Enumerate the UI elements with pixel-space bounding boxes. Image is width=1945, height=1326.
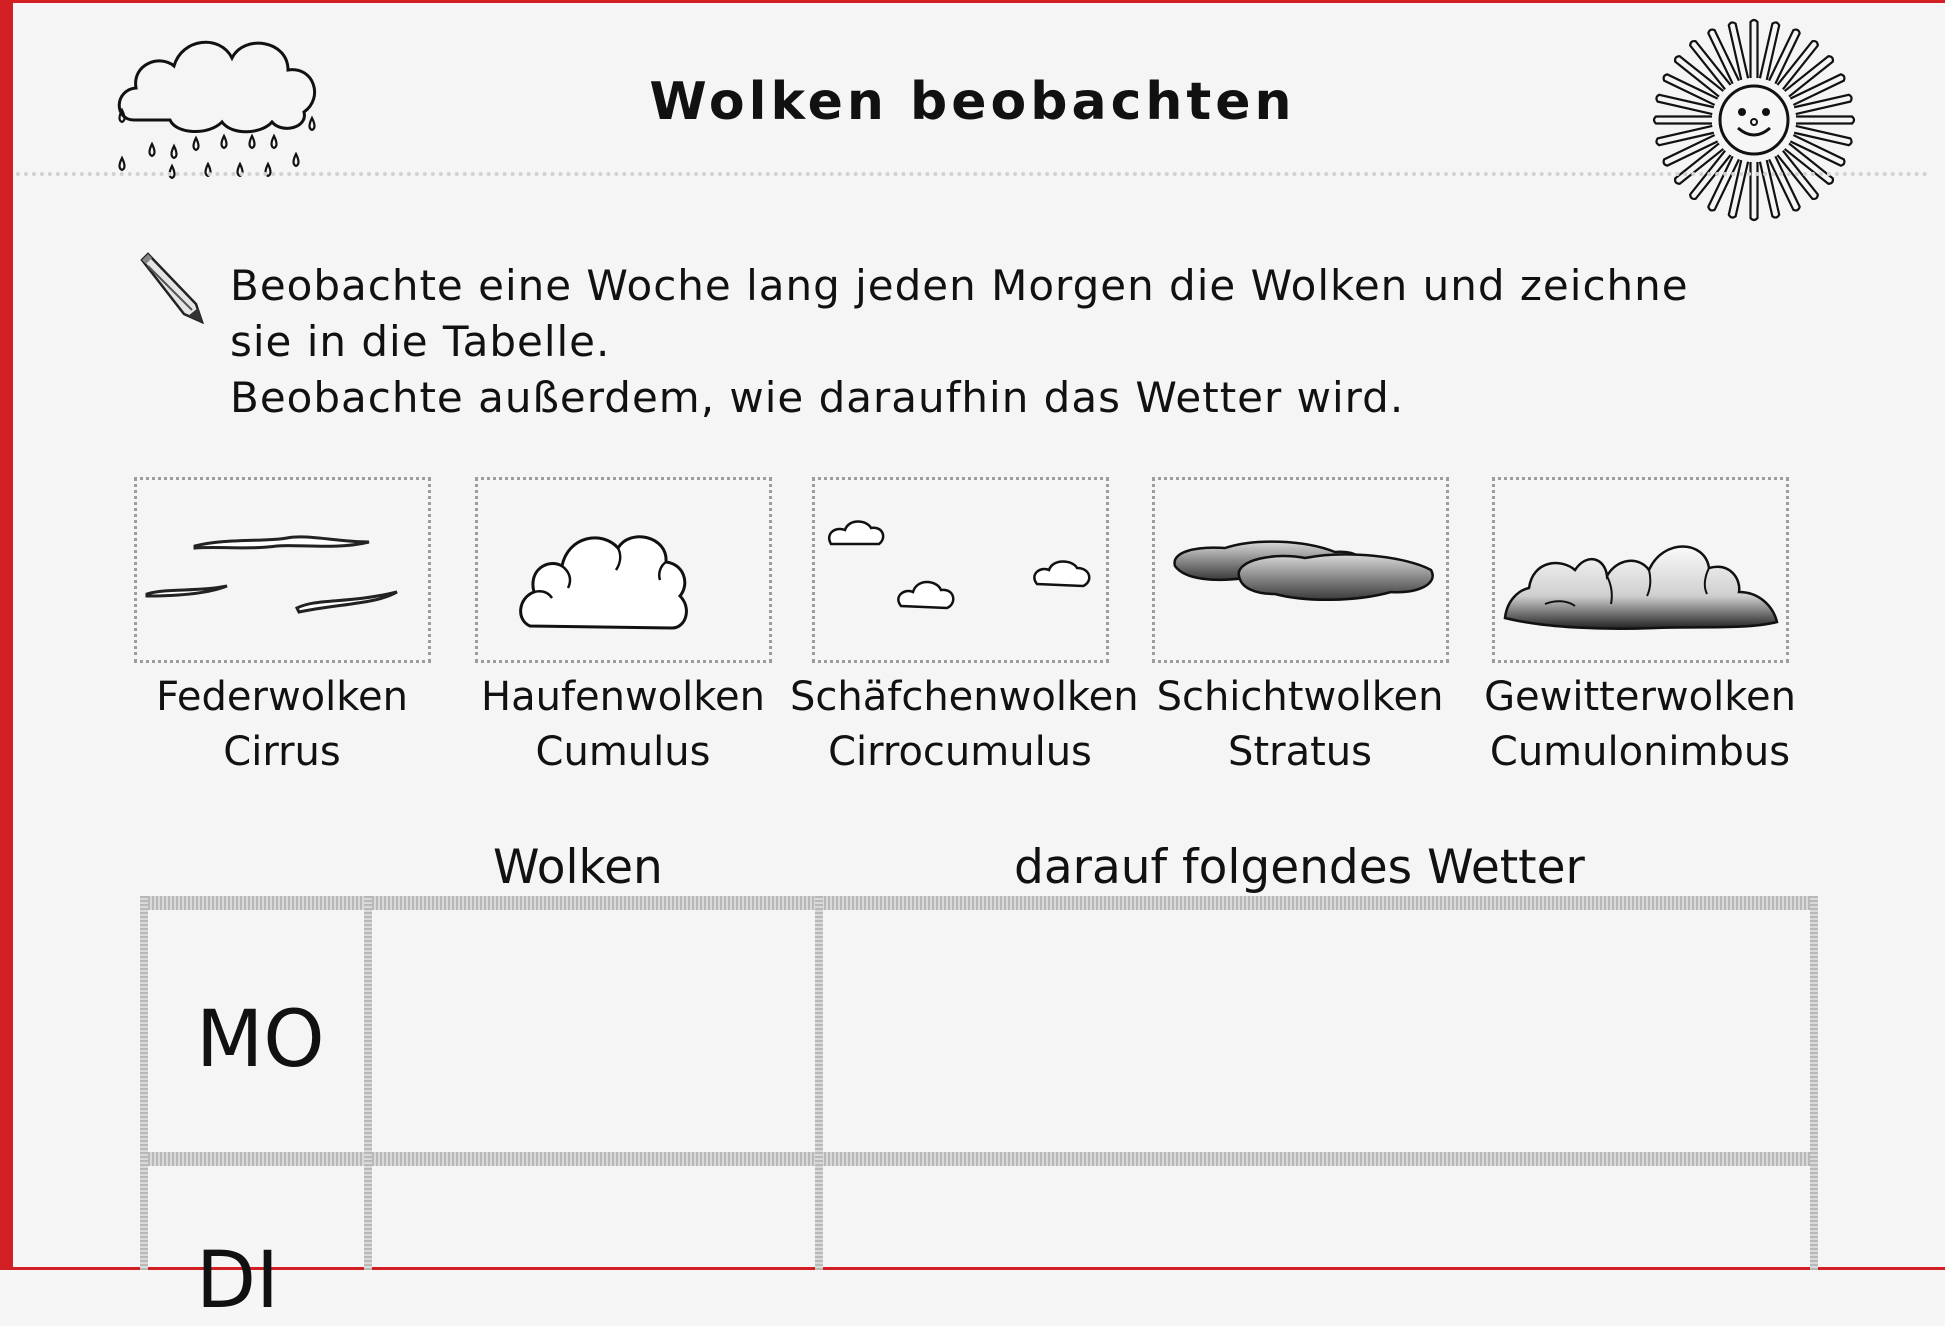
sun-ray — [1751, 162, 1758, 220]
instruction-line-1: Beobachte eine Woche lang jeden Morgen die Wolken und zeichne — [230, 261, 1689, 310]
cloud-latin-name: Cirrocumulus — [828, 729, 1092, 775]
sun-ray — [1794, 126, 1851, 145]
cloud-german-name: Schäfchenwolken — [790, 674, 1139, 720]
cloud-latin-name: Cumulus — [535, 729, 711, 775]
cloud-latin-name: Cumulonimbus — [1489, 729, 1791, 775]
weather-cell-monday[interactable] — [823, 910, 1810, 1152]
day-label-monday: MO — [196, 995, 325, 1085]
cirrocumulus-cloud-card — [812, 477, 1109, 663]
column-header-clouds: Wolken — [493, 840, 663, 895]
sun-ray — [1656, 126, 1713, 145]
sun-ray — [1654, 117, 1712, 124]
sun-ray — [1794, 95, 1851, 114]
column-header-weather: darauf folgendes Wetter — [1014, 840, 1585, 895]
instruction-line-3: Beobachte außerdem, wie daraufhin das Wetter wird. — [230, 373, 1405, 422]
instructions — [230, 258, 1689, 426]
cloud-label-cirrus — [112, 670, 452, 780]
cirrocumulus-cloud-icon — [815, 480, 1106, 660]
cumulus-cloud-card — [475, 477, 772, 663]
instruction-line-2: sie in die Tabelle. — [230, 317, 611, 366]
cloud-latin-name: Stratus — [1228, 729, 1372, 775]
sun-ray — [1760, 160, 1779, 217]
sun-ray — [1729, 22, 1748, 79]
cloud-latin-name: Cirrus — [223, 729, 341, 775]
pencil-icon — [136, 252, 206, 324]
table-row-divider — [140, 1152, 1818, 1166]
cumulonimbus-cloud-card — [1492, 477, 1789, 663]
sun-ray — [1796, 117, 1854, 124]
cloud-drawing-cell-monday[interactable] — [372, 910, 815, 1152]
cloud-german-name: Schichtwolken — [1156, 674, 1444, 720]
day-label-tuesday: DI — [196, 1236, 280, 1326]
worksheet-title: Wolken beobachten — [649, 72, 1296, 132]
table-left-border — [140, 896, 148, 1270]
stratus-cloud-card — [1152, 477, 1449, 663]
sun-icon — [1652, 16, 1857, 226]
cumulonimbus-cloud-icon — [1495, 480, 1786, 660]
header-divider — [16, 172, 1929, 176]
sun-ray — [1760, 22, 1779, 79]
cirrus-cloud-card — [134, 477, 431, 663]
weather-cell-tuesday[interactable] — [823, 1166, 1810, 1270]
cloud-label-stratus — [1130, 670, 1470, 780]
cloud-label-cumulus — [453, 670, 793, 780]
cloud-label-cirrocumulus — [790, 670, 1139, 780]
sun-ray — [1729, 160, 1748, 217]
cloud-german-name: Haufenwolken — [481, 674, 765, 720]
sun-ray — [1656, 95, 1713, 114]
cumulus-cloud-icon — [478, 480, 769, 660]
cloud-drawing-cell-tuesday[interactable] — [372, 1166, 815, 1270]
table-top-border — [140, 896, 1818, 910]
table-column-divider — [815, 896, 823, 1270]
cirrus-cloud-icon — [137, 480, 428, 660]
sun-ray — [1751, 20, 1758, 78]
cloud-german-name: Federwolken — [156, 674, 408, 720]
table-right-border — [1810, 896, 1818, 1270]
stratus-cloud-icon — [1155, 480, 1446, 660]
cloud-german-name: Gewitterwolken — [1484, 674, 1796, 720]
cloud-label-cumulonimbus — [1470, 670, 1810, 780]
table-day-divider — [364, 896, 372, 1270]
